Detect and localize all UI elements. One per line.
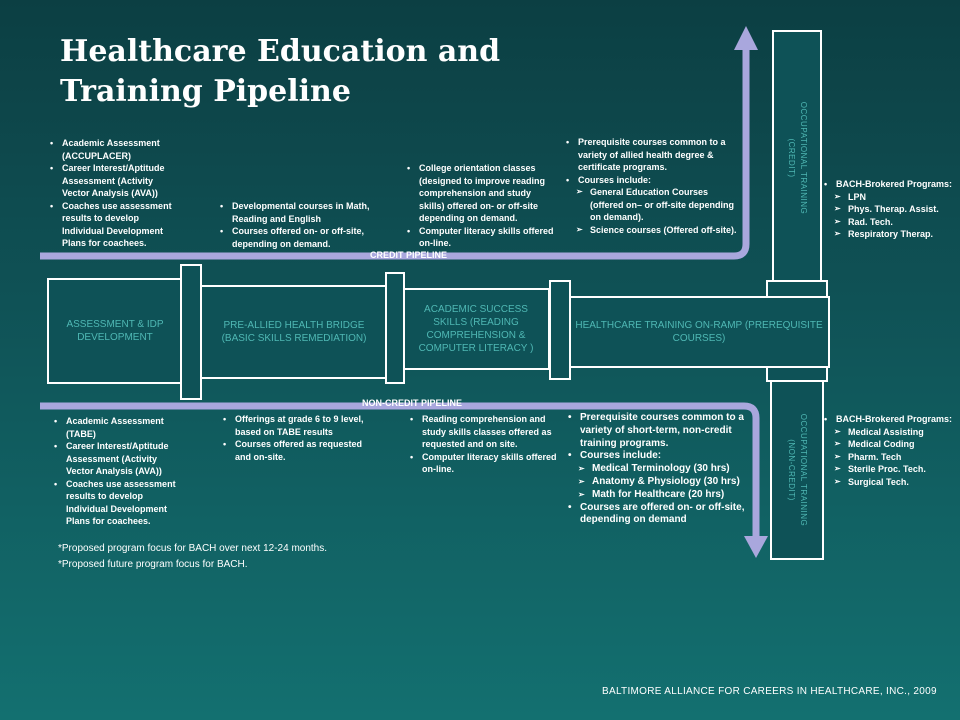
bullet-item: • Reading comprehension and study skills classes offered as requested and on site. (410, 413, 560, 451)
credit-pipeline-label: CREDIT PIPELINE (370, 250, 448, 260)
credit-arrowhead (734, 26, 758, 50)
bullet-item: • Academic Assessment (TABE) (54, 415, 184, 440)
occupational-noncredit-label (785, 414, 809, 526)
sub-bullet-item: ➢ Math for Healthcare (20 hrs) (568, 489, 746, 502)
occupational-credit-box (772, 30, 822, 286)
assessment-box (47, 278, 183, 384)
bullet-list (50, 137, 180, 250)
sub-bullet-item: ➢ Sterile Proc. Tech. (824, 463, 954, 476)
noncredit-onramp-notes (568, 412, 746, 527)
sub-bullet-item: ➢ Phys. Therap. Assist. (824, 203, 954, 216)
sub-bullet-item: ➢ Anatomy & Physiology (30 hrs) (568, 476, 746, 489)
sub-bullet-item: ➢ Medical Terminology (30 hrs) (568, 463, 746, 476)
occupational-noncredit-line2: (NON-CREDIT) (787, 439, 796, 501)
bullet-list (568, 412, 746, 527)
page-title: Healthcare Education and Training Pipeline (60, 34, 501, 109)
connector-3 (549, 280, 571, 380)
credit-assessment-notes (50, 137, 180, 250)
note-line: *Proposed future program focus for BACH. (58, 559, 248, 570)
bullet-item: • Courses offered on- or off-site, depending on demand. (220, 225, 370, 250)
bullet-list (220, 200, 370, 250)
noncredit-arrowhead (744, 536, 768, 558)
sub-bullet-item: ➢ Medical Coding (824, 438, 954, 451)
bullet-item: • Courses offered as requested and on-site. (223, 438, 378, 463)
bullet-item: • Courses are offered on- or off-site, depending on demand (568, 502, 746, 528)
bullet-item: • Career Interest/Aptitude Assessment (Activity Vector Analysis (AVA)) (50, 162, 180, 200)
sub-bullet-item: ➢ Surgical Tech. (824, 476, 954, 489)
noncredit-assessment-notes (54, 415, 184, 528)
bullet-item: • Coaches use assessment results to develop Individual Development Plans for coachees. (50, 200, 180, 250)
assessment-box-label: ASSESSMENT & IDP DEVELOPMENT (66, 319, 164, 343)
sub-bullet-item: ➢ LPN (824, 191, 954, 204)
noncredit-brokered-programs (824, 413, 954, 488)
credit-academic-notes (407, 162, 557, 250)
sub-bullet-item: ➢ Science courses (Offered off-site). (566, 224, 738, 237)
connector-2 (385, 272, 405, 384)
bullet-item: • Prerequisite courses common to a variety of short-term, non-credit training programs. (568, 412, 746, 450)
occupational-credit-line2: (CREDIT) (787, 138, 796, 178)
bullet-item: • Developmental courses in Math, Reading and English (220, 200, 370, 225)
noncredit-bridge-notes (223, 413, 378, 463)
bullet-item: • Offerings at grade 6 to 9 level, based on TABE results (223, 413, 378, 438)
sub-bullet-item: ➢ General Education Courses (offered on– or off-site depending on demand). (566, 186, 738, 224)
bullet-item: • Courses include: (568, 450, 746, 463)
bullet-item: • Prerequisite courses common to a variety of allied health degree & certificate programs. (566, 136, 738, 174)
credit-onramp-notes (566, 136, 738, 236)
bullet-item: • Academic Assessment (ACCUPLACER) (50, 137, 180, 162)
academic-success-box-label: ACADEMIC SUCCESS SKILLS (READING COMPREHENSION & COMPUTER LITERACY ) (418, 304, 534, 354)
sub-bullet-item: ➢ Rad. Tech. (824, 216, 954, 229)
bullet-list (223, 413, 378, 463)
occupational-noncredit-box (770, 380, 824, 560)
credit-brokered-programs (824, 178, 954, 241)
healthcare-onramp-box (568, 296, 830, 368)
connector-1 (180, 264, 202, 400)
sub-bullet-item: ➢ Pharm. Tech (824, 451, 954, 464)
sub-bullet-item: ➢ Medical Assisting (824, 426, 954, 439)
credit-bridge-notes (220, 200, 370, 250)
noncredit-pipeline-label: NON-CREDIT PIPELINE (362, 398, 463, 408)
noncredit-academic-notes (410, 413, 560, 476)
bridge-box (200, 285, 388, 379)
bullet-item: • Career Interest/Aptitude Assessment (Activity Vector Analysis (AVA)) (54, 440, 184, 478)
bullet-list (407, 162, 557, 250)
bullet-item: • BACH-Brokered Programs: (824, 178, 954, 191)
bullet-list (824, 413, 954, 488)
notes (58, 541, 327, 573)
bullet-list (824, 178, 954, 241)
note-line: *Proposed program focus for BACH over next 12-24 months. (58, 543, 328, 554)
bullet-item: • BACH-Brokered Programs: (824, 413, 954, 426)
bullet-item: • Coaches use assessment results to develop Individual Development Plans for coachees. (54, 478, 184, 528)
bullet-item: • Courses include: (566, 174, 738, 187)
occupational-credit-label (785, 102, 809, 214)
bullet-list (410, 413, 560, 476)
bullet-item: • Computer literacy skills offered on-line. (407, 225, 557, 250)
occupational-credit-line1: OCCUPATIONAL TRAINING (799, 101, 808, 215)
occupational-noncredit-line1: OCCUPATIONAL TRAINING (799, 413, 808, 527)
healthcare-onramp-box-label: HEALTHCARE TRAINING ON-RAMP (PREREQUISITE COURSES) (575, 320, 823, 344)
bullet-list (566, 136, 738, 236)
footer-credit: BALTIMORE ALLIANCE FOR CAREERS IN HEALTHCARE, INC., 2009 (602, 686, 937, 697)
bullet-item: • College orientation classes (designed to improve reading comprehension and study skills) offered on- or off-site depending on demand. (407, 162, 557, 225)
academic-success-box (402, 288, 550, 370)
sub-bullet-item: ➢ Respiratory Therap. (824, 228, 954, 241)
bridge-box-label: PRE-ALLIED HEALTH BRIDGE (BASIC SKILLS REMEDIATION) (221, 320, 367, 344)
bullet-item: • Computer literacy skills offered on-line. (410, 451, 560, 476)
bullet-list (54, 415, 184, 528)
